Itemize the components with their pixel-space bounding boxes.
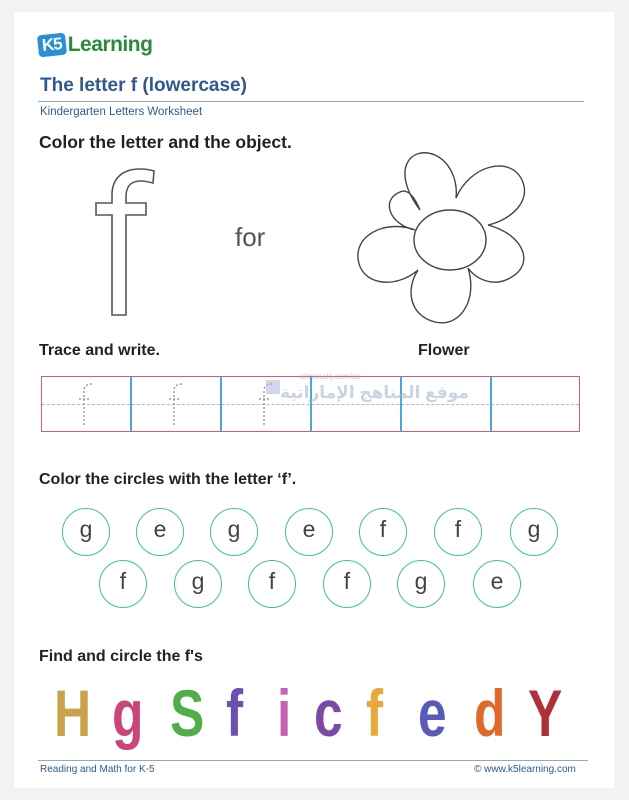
letter-circle[interactable]: g — [62, 508, 110, 556]
logo-badge: K5 — [37, 33, 67, 58]
title-divider — [38, 101, 584, 102]
find-letter[interactable]: c — [314, 676, 343, 750]
footer-divider — [38, 760, 588, 761]
letter-circle[interactable]: e — [136, 508, 184, 556]
letter-circle[interactable]: e — [285, 508, 333, 556]
color-letter-heading: Color the letter and the object. — [39, 132, 292, 152]
find-letter[interactable]: e — [418, 676, 447, 750]
trace-cell-separator — [490, 377, 492, 431]
trace-cell-separator — [130, 377, 132, 431]
find-heading: Find and circle the f's — [39, 648, 203, 665]
logo-text: Learning — [67, 33, 153, 56]
trace-heading: Trace and write. — [39, 342, 160, 359]
watermark-url: almanahj.com/ae — [300, 372, 361, 381]
for-word: for — [235, 222, 266, 252]
outline-letter-f — [90, 167, 156, 317]
watermark-text: موقع المناهج الإماراتية — [280, 383, 469, 402]
worksheet-page — [14, 12, 614, 788]
letter-circle[interactable]: e — [473, 560, 521, 608]
find-letter[interactable]: i — [277, 676, 292, 750]
letter-circle[interactable]: g — [210, 508, 258, 556]
trace-cell-separator — [220, 377, 222, 431]
page-subtitle: Kindergarten Letters Worksheet — [40, 106, 203, 118]
letter-circle[interactable]: g — [174, 560, 222, 608]
letter-circle[interactable]: f — [248, 560, 296, 608]
site-watermark — [260, 372, 469, 403]
page-title: The letter f (lowercase) — [40, 75, 247, 96]
object-label: Flower — [418, 342, 470, 359]
find-letter[interactable]: f — [226, 676, 244, 750]
footer-left-text: Reading and Math for K-5 — [40, 764, 155, 775]
dotted-letter-f — [166, 383, 186, 427]
find-letter[interactable]: S — [170, 676, 205, 750]
find-letter[interactable]: g — [112, 676, 144, 750]
flower-outline — [350, 150, 535, 330]
circles-heading: Color the circles with the letter ‘f’. — [39, 471, 297, 488]
letter-circle[interactable]: f — [99, 560, 147, 608]
find-letter[interactable]: d — [474, 676, 506, 750]
find-letter[interactable]: f — [366, 676, 384, 750]
find-letter[interactable]: Y — [528, 676, 563, 750]
dotted-letter-f — [76, 383, 96, 427]
letter-circle[interactable]: f — [434, 508, 482, 556]
letter-circle[interactable]: f — [323, 560, 371, 608]
footer-copyright-link[interactable]: © www.k5learning.com — [474, 764, 576, 775]
k5-learning-logo[interactable] — [38, 30, 152, 60]
letter-circle[interactable]: f — [359, 508, 407, 556]
watermark-logo-icon — [266, 380, 280, 394]
letter-circle[interactable]: g — [397, 560, 445, 608]
letter-circle[interactable]: g — [510, 508, 558, 556]
find-letter[interactable]: H — [54, 676, 92, 750]
